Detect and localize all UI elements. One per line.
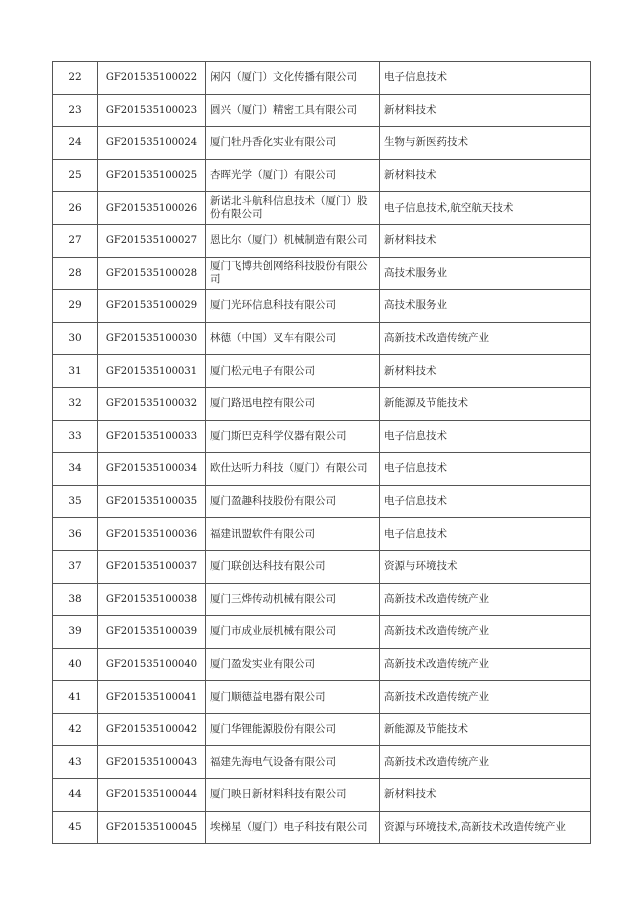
row-number: 38 bbox=[53, 583, 98, 616]
technology-field: 新材料技术 bbox=[380, 94, 591, 127]
table-row bbox=[53, 355, 591, 388]
technology-field: 新材料技术 bbox=[380, 779, 591, 812]
row-number: 26 bbox=[53, 192, 98, 225]
certificate-code: GF201535100033 bbox=[98, 420, 206, 453]
row-number: 29 bbox=[53, 290, 98, 323]
row-number: 45 bbox=[53, 811, 98, 844]
certificate-code: GF201535100035 bbox=[98, 485, 206, 518]
company-name: 厦门三烨传动机械有限公司 bbox=[206, 583, 380, 616]
company-name: 福建先海电气设备有限公司 bbox=[206, 746, 380, 779]
table-row bbox=[53, 290, 591, 323]
company-name: 厦门华锂能源股份有限公司 bbox=[206, 713, 380, 746]
certificate-code: GF201535100045 bbox=[98, 811, 206, 844]
row-number: 22 bbox=[53, 62, 98, 95]
row-number: 42 bbox=[53, 713, 98, 746]
technology-field: 电子信息技术 bbox=[380, 62, 591, 95]
company-name: 厦门联创达科技有限公司 bbox=[206, 550, 380, 583]
certificate-code: GF201535100023 bbox=[98, 94, 206, 127]
certificate-code: GF201535100031 bbox=[98, 355, 206, 388]
table-row bbox=[53, 779, 591, 812]
company-name: 厦门盈趣科技股份有限公司 bbox=[206, 485, 380, 518]
certificate-code: GF201535100028 bbox=[98, 257, 206, 290]
enterprise-list-table bbox=[52, 61, 591, 844]
certificate-code: GF201535100024 bbox=[98, 127, 206, 160]
table-row bbox=[53, 811, 591, 844]
technology-field: 生物与新医药技术 bbox=[380, 127, 591, 160]
table-row bbox=[53, 583, 591, 616]
technology-field: 高新技术改造传统产业 bbox=[380, 616, 591, 649]
certificate-code: GF201535100042 bbox=[98, 713, 206, 746]
technology-field: 新材料技术 bbox=[380, 159, 591, 192]
technology-field: 电子信息技术,航空航天技术 bbox=[380, 192, 591, 225]
certificate-code: GF201535100036 bbox=[98, 518, 206, 551]
company-name: 厦门飞博共创网络科技股份有限公司 bbox=[206, 257, 380, 290]
certificate-code: GF201535100038 bbox=[98, 583, 206, 616]
certificate-code: GF201535100044 bbox=[98, 779, 206, 812]
certificate-code: GF201535100034 bbox=[98, 453, 206, 486]
row-number: 27 bbox=[53, 224, 98, 257]
technology-field: 电子信息技术 bbox=[380, 518, 591, 551]
company-name: 闲闪（厦门）文化传播有限公司 bbox=[206, 62, 380, 95]
table-row bbox=[53, 518, 591, 551]
table-row bbox=[53, 453, 591, 486]
technology-field: 高技术服务业 bbox=[380, 290, 591, 323]
technology-field: 新能源及节能技术 bbox=[380, 713, 591, 746]
company-name: 厦门映日新材料科技有限公司 bbox=[206, 779, 380, 812]
table-row bbox=[53, 257, 591, 290]
technology-field: 高技术服务业 bbox=[380, 257, 591, 290]
technology-field: 资源与环境技术 bbox=[380, 550, 591, 583]
row-number: 40 bbox=[53, 648, 98, 681]
row-number: 36 bbox=[53, 518, 98, 551]
table-row bbox=[53, 420, 591, 453]
company-name: 林德（中国）叉车有限公司 bbox=[206, 322, 380, 355]
table-row bbox=[53, 224, 591, 257]
certificate-code: GF201535100025 bbox=[98, 159, 206, 192]
row-number: 32 bbox=[53, 387, 98, 420]
certificate-code: GF201535100030 bbox=[98, 322, 206, 355]
table-row bbox=[53, 322, 591, 355]
table-row bbox=[53, 550, 591, 583]
table-row bbox=[53, 127, 591, 160]
row-number: 23 bbox=[53, 94, 98, 127]
company-name: 福建讯盟软件有限公司 bbox=[206, 518, 380, 551]
table-body bbox=[53, 62, 591, 844]
row-number: 37 bbox=[53, 550, 98, 583]
technology-field: 新材料技术 bbox=[380, 224, 591, 257]
table-row bbox=[53, 616, 591, 649]
technology-field: 新材料技术 bbox=[380, 355, 591, 388]
certificate-code: GF201535100041 bbox=[98, 681, 206, 714]
table-row bbox=[53, 746, 591, 779]
table-row bbox=[53, 485, 591, 518]
technology-field: 资源与环境技术,高新技术改造传统产业 bbox=[380, 811, 591, 844]
technology-field: 新能源及节能技术 bbox=[380, 387, 591, 420]
company-name: 厦门顺德益电器有限公司 bbox=[206, 681, 380, 714]
company-name: 圆兴（厦门）精密工具有限公司 bbox=[206, 94, 380, 127]
table-row bbox=[53, 62, 591, 95]
certificate-code: GF201535100043 bbox=[98, 746, 206, 779]
row-number: 39 bbox=[53, 616, 98, 649]
company-name: 杏晖光学（厦门）有限公司 bbox=[206, 159, 380, 192]
company-name: 恩比尔（厦门）机械制造有限公司 bbox=[206, 224, 380, 257]
table-row bbox=[53, 648, 591, 681]
certificate-code: GF201535100029 bbox=[98, 290, 206, 323]
row-number: 33 bbox=[53, 420, 98, 453]
row-number: 25 bbox=[53, 159, 98, 192]
row-number: 44 bbox=[53, 779, 98, 812]
certificate-code: GF201535100027 bbox=[98, 224, 206, 257]
company-name: 厦门路迅电控有限公司 bbox=[206, 387, 380, 420]
table-row bbox=[53, 387, 591, 420]
technology-field: 高新技术改造传统产业 bbox=[380, 322, 591, 355]
company-name: 埃梯星（厦门）电子科技有限公司 bbox=[206, 811, 380, 844]
technology-field: 高新技术改造传统产业 bbox=[380, 681, 591, 714]
table-row bbox=[53, 681, 591, 714]
table-row bbox=[53, 94, 591, 127]
row-number: 28 bbox=[53, 257, 98, 290]
certificate-code: GF201535100022 bbox=[98, 62, 206, 95]
technology-field: 电子信息技术 bbox=[380, 485, 591, 518]
row-number: 41 bbox=[53, 681, 98, 714]
company-name: 厦门盈发实业有限公司 bbox=[206, 648, 380, 681]
company-name: 欧仕达听力科技（厦门）有限公司 bbox=[206, 453, 380, 486]
row-number: 24 bbox=[53, 127, 98, 160]
company-name: 厦门市成业辰机械有限公司 bbox=[206, 616, 380, 649]
certificate-code: GF201535100037 bbox=[98, 550, 206, 583]
company-name: 厦门斯巴克科学仪器有限公司 bbox=[206, 420, 380, 453]
technology-field: 高新技术改造传统产业 bbox=[380, 583, 591, 616]
table-row bbox=[53, 159, 591, 192]
technology-field: 电子信息技术 bbox=[380, 453, 591, 486]
certificate-code: GF201535100040 bbox=[98, 648, 206, 681]
company-name: 厦门牡丹香化实业有限公司 bbox=[206, 127, 380, 160]
company-name: 新诺北斗航科信息技术（厦门）股份有限公司 bbox=[206, 192, 380, 225]
table-row bbox=[53, 713, 591, 746]
row-number: 35 bbox=[53, 485, 98, 518]
technology-field: 高新技术改造传统产业 bbox=[380, 648, 591, 681]
company-name: 厦门松元电子有限公司 bbox=[206, 355, 380, 388]
certificate-code: GF201535100039 bbox=[98, 616, 206, 649]
row-number: 43 bbox=[53, 746, 98, 779]
certificate-code: GF201535100032 bbox=[98, 387, 206, 420]
row-number: 34 bbox=[53, 453, 98, 486]
company-name: 厦门光环信息科技有限公司 bbox=[206, 290, 380, 323]
table-row bbox=[53, 192, 591, 225]
technology-field: 高新技术改造传统产业 bbox=[380, 746, 591, 779]
technology-field: 电子信息技术 bbox=[380, 420, 591, 453]
row-number: 31 bbox=[53, 355, 98, 388]
row-number: 30 bbox=[53, 322, 98, 355]
certificate-code: GF201535100026 bbox=[98, 192, 206, 225]
